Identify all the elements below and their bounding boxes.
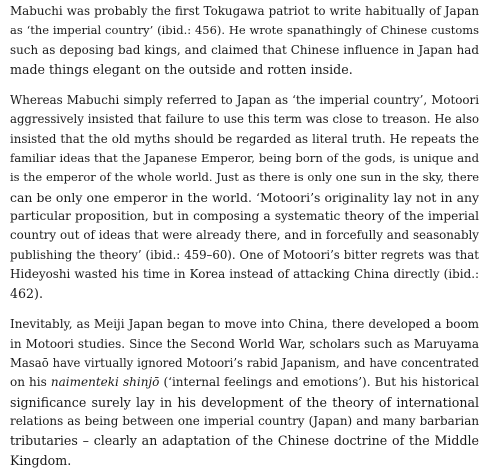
text-line: aggressively insisted that failure to use this term was close to treason. He also — [10, 112, 479, 127]
text-line: such as deposing bad kings, and claimed that Chinese influence in Japan had — [10, 42, 479, 57]
text-line: in Motoori studies. Since the Second World War, scholars such as Maruyama — [10, 336, 479, 351]
text-line: country out of ideas that were already there, and in forcefully and seasonably — [10, 228, 479, 243]
text-line: publishing the theory’ (ibid.: 459–60). One of Motoori’s bitter regrets was that — [10, 247, 479, 262]
text-line: is the emperor of the whole world. Just as there is only one sun in the sky, there — [10, 170, 479, 185]
text-line: insisted that the old myths should be regarded as literal truth. He repeats the — [10, 131, 479, 146]
text-segment: (‘internal feelings and emotions’). But his historical — [159, 375, 480, 390]
text-line: Mabuchi was probably the first Tokugawa patriot to write habitually of Japan — [10, 4, 479, 18]
text-line: particular proposition, but in composing a systematic theory of the imperial — [10, 208, 479, 223]
text-line: made things elegant on the outside and rotten inside. — [10, 61, 353, 77]
text-line: Masaō have virtually ignored Motoori’s rabid Japanism, and have concentrated — [10, 356, 479, 371]
text-line: familiar ideas that the Japanese Emperor, being born of the gods, is unique and — [10, 151, 479, 166]
text-line: relations as being between one imperial country (Japan) and many barbarian — [10, 413, 479, 428]
text-line-with-italic — [10, 373, 479, 392]
paragraph-motoori — [10, 91, 479, 303]
text-line: Whereas Mabuchi simply referred to Japan as ‘the imperial country’, Motoori — [10, 93, 479, 108]
paragraph-meiji — [10, 315, 479, 469]
text-line: Kingdom. — [10, 452, 72, 468]
text-line: can be only one emperor in the world. ‘Motoori’s originality lay not in any — [10, 189, 479, 205]
text-line: tributaries – clearly an adaptation of the Chinese doctrine of the Middle — [10, 433, 479, 449]
text-segment: on his — [10, 375, 51, 390]
text-line: 462). — [10, 286, 43, 302]
text-line: Inevitably, as Meiji Japan began to move into China, there developed a boom — [10, 317, 479, 332]
text-line: as ‘the imperial country’ (ibid.: 456). He wrote spanathingly of Chinese customs — [10, 23, 479, 38]
text-line: Hideyoshi wasted his time in Korea instead of attacking China directly (ibid.: — [10, 266, 479, 281]
paragraph-mabuchi — [10, 2, 479, 79]
text-line: significance surely lay in his development of the theory of international — [10, 394, 479, 410]
italic-term: naimenteki shinjō — [50, 375, 160, 390]
